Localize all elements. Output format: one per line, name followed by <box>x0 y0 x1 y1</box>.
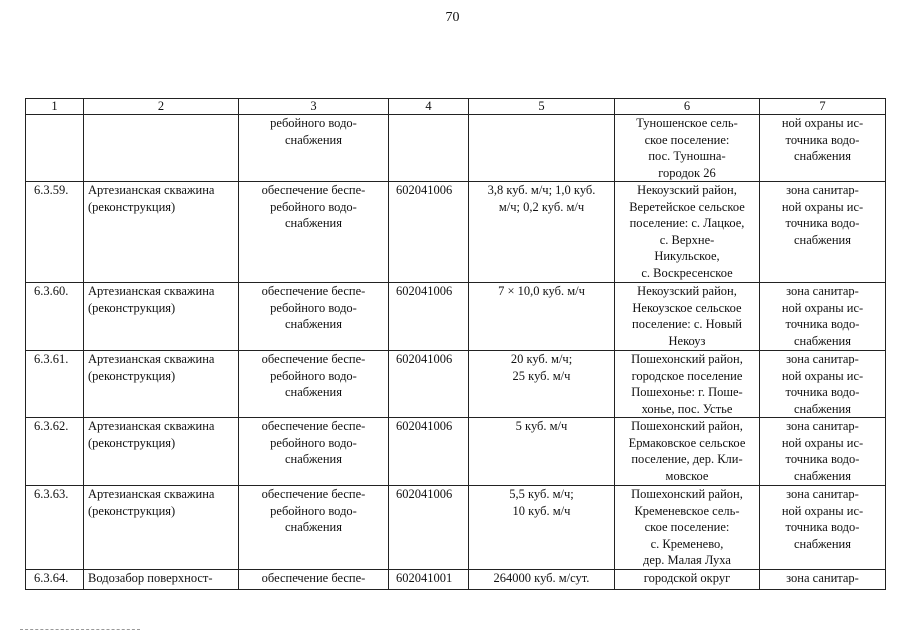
table-row <box>26 115 886 182</box>
object-capacity: 264000 куб. м/сут. <box>469 570 615 590</box>
object-capacity: 5 куб. м/ч <box>469 418 615 486</box>
object-name: Артезианская скважина (реконструкция) <box>84 418 239 486</box>
object-code: 602041006 <box>389 182 469 283</box>
col-header-6: 6 <box>615 99 760 115</box>
object-location: Пошехонский район, городское поселение Пошехонье: г. Поше- хонье, пос. Устье <box>615 351 760 418</box>
object-location: Пошехонский район, Кременевское сель- ское поселение: с. Кременево, дер. Малая Луха <box>615 486 760 570</box>
table-row <box>26 182 886 283</box>
object-purpose: обеспечение беспе- ребойного водо- снабжения <box>239 182 389 283</box>
object-zone: зона санитар- <box>760 570 886 590</box>
col-header-7: 7 <box>760 99 886 115</box>
object-capacity: 20 куб. м/ч; 25 куб. м/ч <box>469 351 615 418</box>
row-number: 6.3.64. <box>26 570 84 590</box>
table-row <box>26 570 886 590</box>
object-location: Пошехонский район, Ермаковское сельское поселение, дер. Кли- мовское <box>615 418 760 486</box>
object-zone: ной охраны ис- точника водо- снабжения <box>760 115 886 182</box>
col-header-5: 5 <box>469 99 615 115</box>
header-row <box>26 99 886 115</box>
object-name: Артезианская скважина (реконструкция) <box>84 486 239 570</box>
row-number <box>26 115 84 182</box>
object-purpose: обеспечение беспе- <box>239 570 389 590</box>
object-location: городской округ <box>615 570 760 590</box>
object-code: 602041001 <box>389 570 469 590</box>
object-name: Артезианская скважина (реконструкция) <box>84 351 239 418</box>
object-code: 602041006 <box>389 486 469 570</box>
object-location: Некоузский район, Веретейское сельское поселение: с. Лацкое, с. Верхне- Никульское, с. Воскресенское <box>615 182 760 283</box>
object-purpose: обеспечение беспе- ребойного водо- снабжения <box>239 486 389 570</box>
object-zone: зона санитар- ной охраны ис- точника водо- снабжения <box>760 418 886 486</box>
table-row <box>26 486 886 570</box>
object-location: Некоузский район, Некоузское сельское поселение: с. Новый Некоуз <box>615 283 760 351</box>
object-name <box>84 115 239 182</box>
table-row <box>26 418 886 486</box>
object-name: Артезианская скважина (реконструкция) <box>84 283 239 351</box>
object-purpose: обеспечение беспе- ребойного водо- снабжения <box>239 283 389 351</box>
object-location: Туношенское сель- ское поселение: пос. Туношна- городок 26 <box>615 115 760 182</box>
object-name: Водозабор поверхност- <box>84 570 239 590</box>
object-purpose: обеспечение беспе- ребойного водо- снабжения <box>239 418 389 486</box>
object-zone: зона санитар- ной охраны ис- точника водо- снабжения <box>760 182 886 283</box>
object-code <box>389 115 469 182</box>
object-code: 602041006 <box>389 283 469 351</box>
col-header-1: 1 <box>26 99 84 115</box>
object-zone: зона санитар- ной охраны ис- точника водо- снабжения <box>760 351 886 418</box>
table-row <box>26 351 886 418</box>
object-purpose: обеспечение беспе- ребойного водо- снабжения <box>239 351 389 418</box>
col-header-4: 4 <box>389 99 469 115</box>
object-capacity: 3,8 куб. м/ч; 1,0 куб. м/ч; 0,2 куб. м/ч <box>469 182 615 283</box>
object-zone: зона санитар- ной охраны ис- точника водо- снабжения <box>760 486 886 570</box>
page-number: 70 <box>445 10 460 25</box>
row-number: 6.3.62. <box>26 418 84 486</box>
object-zone: зона санитар- ной охраны ис- точника водо- снабжения <box>760 283 886 351</box>
col-header-2: 2 <box>84 99 239 115</box>
row-number: 6.3.61. <box>26 351 84 418</box>
object-name: Артезианская скважина (реконструкция) <box>84 182 239 283</box>
col-header-3: 3 <box>239 99 389 115</box>
data-table <box>25 98 886 590</box>
row-number: 6.3.63. <box>26 486 84 570</box>
object-capacity <box>469 115 615 182</box>
scan-artifact <box>20 629 140 632</box>
row-number: 6.3.60. <box>26 283 84 351</box>
object-purpose: ребойного водо- снабжения <box>239 115 389 182</box>
row-number: 6.3.59. <box>26 182 84 283</box>
object-capacity: 5,5 куб. м/ч; 10 куб. м/ч <box>469 486 615 570</box>
object-code: 602041006 <box>389 418 469 486</box>
object-capacity: 7 × 10,0 куб. м/ч <box>469 283 615 351</box>
table-row <box>26 283 886 351</box>
object-code: 602041006 <box>389 351 469 418</box>
